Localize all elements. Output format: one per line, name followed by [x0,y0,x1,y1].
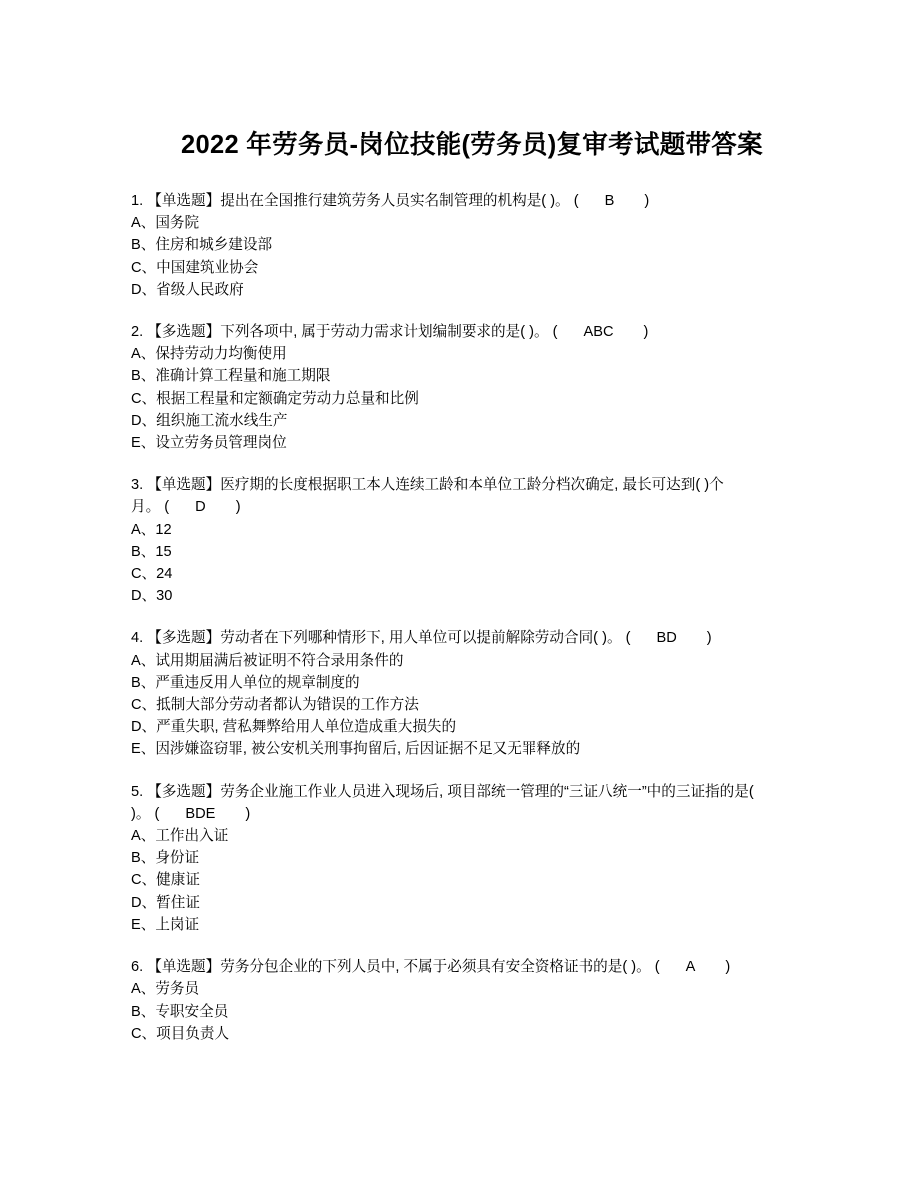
option-item[interactable]: D、30 [131,588,173,605]
answer-close-paren: ) [245,805,251,822]
answer-close-paren: ) [706,630,712,647]
option-item[interactable]: B、身份证 [131,850,200,867]
question-type-tag: 【单选题】 [147,477,221,494]
answer-bracket [160,499,240,515]
option-item[interactable]: D、组织施工流水线生产 [131,412,288,429]
question-stem [131,956,793,978]
question-text: 劳动者在下列哪种情形下, 用人单位可以提前解除劳动合同( )。 [220,630,622,647]
question-number: 5. [131,783,148,800]
question-type-tag: 【多选题】 [147,324,221,341]
question-type-tag: 【多选题】 [147,783,221,800]
question-block [131,781,793,936]
answer-bracket [622,630,712,646]
answer-bracket [150,806,250,822]
answer-close-paren: ) [235,499,241,516]
option-item[interactable]: E、上岗证 [131,916,200,933]
question-block [131,190,793,301]
option-item[interactable]: B、准确计算工程量和施工期限 [131,368,331,385]
question-number: 2. [131,324,148,341]
option-item[interactable]: B、住房和城乡建设部 [131,237,273,254]
question-number: 1. [131,193,148,209]
option-list [131,650,793,761]
option-item[interactable]: A、试用期届满后被证明不符合录用条件的 [131,652,404,669]
option-list [131,212,793,301]
answer-open-paren: ( [573,193,579,209]
question-block [131,956,793,1045]
option-item[interactable]: D、省级人民政府 [131,281,244,298]
answer-open-paren: ( [625,630,631,647]
option-list [131,343,793,454]
option-item[interactable]: A、国务院 [131,215,200,232]
option-item[interactable]: B、15 [131,543,172,560]
question-stem [131,190,793,212]
answer-letter: ABC [583,324,614,341]
question-type-tag: 【多选题】 [147,630,221,647]
question-text: 劳务企业施工作业人员进入现场后, 项目部统一管理的“三证八统一”中的三证指的是( )。 [131,783,754,822]
question-stem [131,474,793,518]
answer-open-paren: ( [552,324,558,341]
answer-open-paren: ( [654,959,660,976]
option-item[interactable]: C、抵制大部分劳动者都认为错误的工作方法 [131,697,419,714]
question-block [131,474,793,607]
answer-open-paren: ( [164,499,170,516]
question-text: 下列各项中, 属于劳动力需求计划编制要求的是( )。 [220,324,549,341]
question-type-tag: 【单选题】 [147,193,221,209]
answer-bracket [651,959,731,975]
answer-bracket [570,193,650,209]
question-text: 劳务分包企业的下列人员中, 不属于必须具有安全资格证书的是( )。 [220,959,651,976]
option-list [131,978,793,1045]
option-list [131,825,793,936]
option-item[interactable]: B、专职安全员 [131,1003,229,1020]
option-item[interactable]: D、严重失职, 营私舞弊给用人单位造成重大损失的 [131,719,457,736]
answer-letter: A [685,959,696,976]
answer-letter: B [604,193,615,209]
answer-close-paren: ) [725,959,731,976]
option-item[interactable]: C、中国建筑业协会 [131,259,259,276]
option-item[interactable]: D、暂住证 [131,894,200,911]
answer-close-paren: ) [643,324,649,341]
answer-open-paren: ( [154,805,160,822]
option-item[interactable]: A、工作出入证 [131,828,229,845]
option-item[interactable]: C、24 [131,566,173,583]
question-list [131,190,793,1065]
option-item[interactable]: E、因涉嫌盗窃罪, 被公安机关刑事拘留后, 后因证据不足又无罪释放的 [131,741,581,758]
question-stem [131,321,793,343]
question-block [131,627,793,760]
option-item[interactable]: C、根据工程量和定额确定劳动力总量和比例 [131,390,419,407]
question-number: 3. [131,477,148,494]
answer-letter: BDE [185,805,216,822]
option-item[interactable]: C、项目负责人 [131,1025,230,1042]
question-text: 医疗期的长度根据职工本人连续工龄和本单位工龄分档次确定, 最长可达到( )个月。 [131,477,724,516]
page-title: 2022 年劳务员-岗位技能(劳务员)复审考试题带答案 [181,131,763,160]
question-stem [131,627,793,649]
option-item[interactable]: C、健康证 [131,872,200,889]
option-item[interactable]: A、12 [131,521,172,538]
answer-letter: D [195,499,206,516]
question-type-tag: 【单选题】 [147,959,221,976]
answer-letter: BD [656,630,677,647]
question-stem [131,781,793,825]
question-block [131,321,793,454]
question-number: 4. [131,630,148,647]
option-list [131,519,793,608]
option-item[interactable]: A、保持劳动力均衡使用 [131,346,287,363]
option-item[interactable]: B、严重违反用人单位的规章制度的 [131,674,360,691]
option-item[interactable]: E、设立劳务员管理岗位 [131,435,287,452]
question-number: 6. [131,959,148,976]
question-text: 提出在全国推行建筑劳务人员实名制管理的机构是( )。 [220,193,570,209]
answer-close-paren: ) [644,193,650,209]
answer-bracket [549,324,649,340]
option-item[interactable]: A、劳务员 [131,981,200,998]
